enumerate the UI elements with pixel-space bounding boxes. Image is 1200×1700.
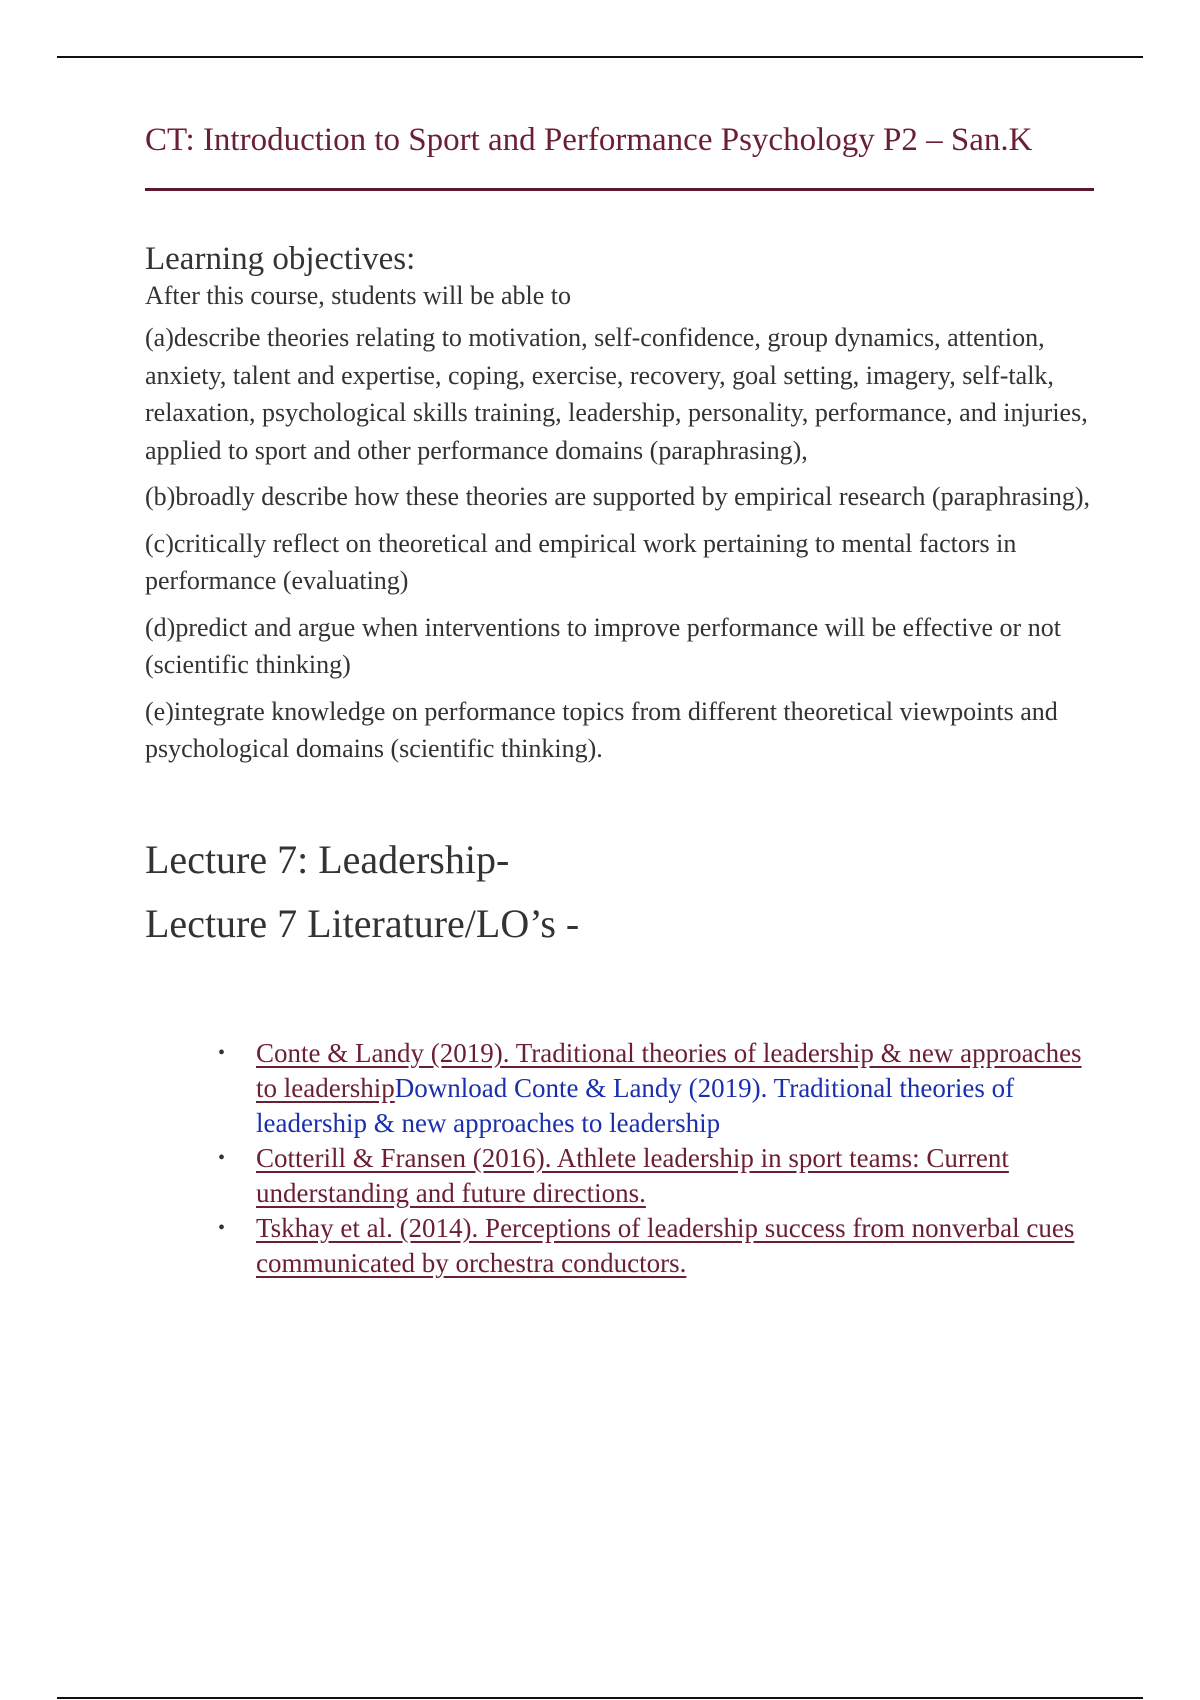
objective-marker: (e) <box>145 696 174 726</box>
title-divider <box>145 188 1094 191</box>
bullet-icon: • <box>218 1216 226 1239</box>
literature-item <box>218 1036 1095 1141</box>
objective-text: describe theories relating to motivation, self-confidence, group dynamics, attention, anxiety, talent and expertise, coping, exercise, recovery, goal setting, imagery, self-talk, relaxation, psychological skills training, leadership, personality, performance, and injuries, applied to sport and other performance domains (paraphrasing), <box>145 323 1088 465</box>
bullet-icon: • <box>218 1041 226 1064</box>
document-title: CT: Introduction to Sport and Performance Psychology P2 – San.K <box>145 122 1033 158</box>
learning-objectives-intro: After this course, students will be able to <box>145 281 572 310</box>
objective-marker: (b) <box>145 482 176 511</box>
literature-item <box>218 1211 1095 1281</box>
objective-marker: (d) <box>145 612 176 642</box>
learning-objectives-section <box>145 239 1095 768</box>
objective-text: critically reflect on theoretical and empirical work pertaining to mental factors in performance (evaluating) <box>145 528 1017 595</box>
objective-item <box>145 525 1095 600</box>
reference-link-conte-landy[interactable]: Conte & Landy (2019). Traditional theories of leadership & new approaches to leadership <box>256 1037 1082 1103</box>
objective-item <box>145 478 1095 516</box>
reference-link-tskhay[interactable]: Tskhay et al. (2014). Perceptions of leadership success from nonverbal cues communicated by orchestra conductors. <box>256 1212 1075 1278</box>
page-bottom-rule <box>57 1697 1143 1699</box>
objective-text: broadly describe how these theories are supported by empirical research (paraphrasing), <box>175 482 1091 511</box>
objective-text: predict and argue when interventions to improve performance will be effective or not (scientific thinking) <box>145 612 1061 679</box>
lecture-heading: Lecture 7: Leadership- <box>145 836 510 882</box>
page-top-rule <box>57 56 1143 58</box>
download-link-conte-landy[interactable]: Download Conte & Landy (2019). Traditional theories of leadership & new approaches to leadership <box>256 1072 1015 1138</box>
objective-marker: (a) <box>145 323 174 352</box>
objective-item <box>145 693 1095 768</box>
lecture-literature-heading: Lecture 7 Literature/LO’s - <box>145 900 580 946</box>
lecture-section <box>145 828 1095 1281</box>
learning-objectives-heading: Learning objectives: <box>145 241 416 277</box>
objective-marker: (c) <box>145 528 174 558</box>
bullet-icon: • <box>218 1146 226 1169</box>
literature-item <box>218 1141 1095 1211</box>
objective-item <box>145 319 1095 469</box>
objective-text: integrate knowledge on performance topics from different theoretical viewpoints and psychological domains (scientific thinking). <box>145 696 1058 763</box>
reference-link-cotterill-fransen[interactable]: Cotterill & Fransen (2016). Athlete leadership in sport teams: Current understanding and future directions. <box>256 1142 1009 1208</box>
document-body <box>145 117 1095 1281</box>
objective-item <box>145 609 1095 684</box>
objectives-list <box>145 319 1095 768</box>
literature-list <box>145 1036 1095 1281</box>
